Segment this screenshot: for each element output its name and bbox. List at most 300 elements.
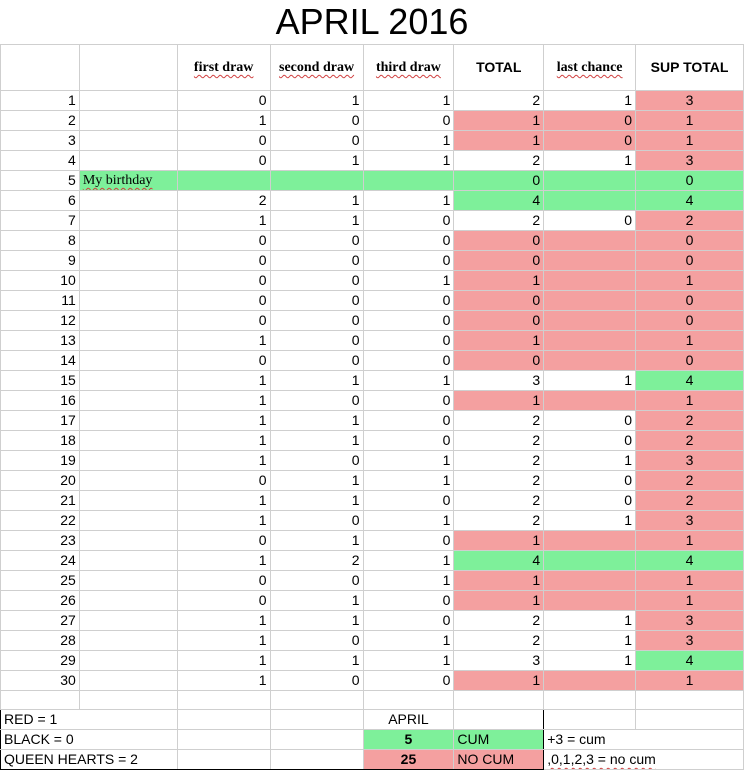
third-draw-cell[interactable]: 0 — [363, 411, 454, 431]
third-draw-cell[interactable]: 1 — [363, 91, 454, 111]
header-cell-day[interactable] — [1, 45, 80, 91]
empty-cell[interactable] — [636, 691, 744, 710]
first-draw-cell[interactable]: 0 — [177, 291, 270, 311]
first-draw-cell[interactable]: 1 — [177, 631, 270, 651]
total-cell[interactable]: 1 — [454, 271, 544, 291]
sup-total-cell[interactable]: 0 — [636, 251, 744, 271]
third-draw-cell[interactable] — [363, 171, 454, 191]
second-draw-cell[interactable]: 0 — [270, 331, 363, 351]
nocum-count[interactable]: 25 — [363, 750, 454, 770]
third-draw-cell[interactable]: 0 — [363, 671, 454, 691]
last-chance-cell[interactable] — [544, 191, 636, 211]
third-draw-cell[interactable]: 1 — [363, 511, 454, 531]
third-draw-cell[interactable]: 1 — [363, 471, 454, 491]
first-draw-cell[interactable]: 0 — [177, 231, 270, 251]
third-draw-cell[interactable]: 1 — [363, 271, 454, 291]
note-cell[interactable] — [79, 351, 177, 371]
third-draw-cell[interactable]: 0 — [363, 311, 454, 331]
total-cell[interactable]: 2 — [454, 211, 544, 231]
second-draw-cell[interactable]: 2 — [270, 551, 363, 571]
table-row — [1, 91, 744, 111]
last-chance-cell[interactable] — [544, 311, 636, 331]
second-draw-cell[interactable]: 0 — [270, 291, 363, 311]
first-draw-cell[interactable]: 0 — [177, 571, 270, 591]
last-chance-cell[interactable] — [544, 671, 636, 691]
day-cell[interactable]: 24 — [1, 551, 80, 571]
third-draw-cell[interactable]: 0 — [363, 351, 454, 371]
table-row — [1, 271, 744, 291]
second-draw-cell[interactable]: 0 — [270, 631, 363, 651]
third-draw-cell[interactable]: 0 — [363, 431, 454, 451]
note-cell[interactable] — [79, 311, 177, 331]
last-chance-cell[interactable]: 1 — [544, 631, 636, 651]
legend-black[interactable]: BLACK = 0 — [1, 730, 178, 750]
day-cell[interactable]: 8 — [1, 231, 80, 251]
spreadsheet-grid — [0, 44, 744, 770]
total-cell[interactable]: 2 — [454, 451, 544, 471]
note-cell[interactable] — [79, 131, 177, 151]
note-cell[interactable] — [79, 511, 177, 531]
sup-total-cell[interactable]: 0 — [636, 231, 744, 251]
third-draw-cell[interactable]: 0 — [363, 531, 454, 551]
first-draw-cell[interactable]: 0 — [177, 251, 270, 271]
third-draw-cell[interactable]: 1 — [363, 451, 454, 471]
last-chance-cell[interactable]: 1 — [544, 651, 636, 671]
note-cell[interactable] — [79, 391, 177, 411]
note-cell[interactable] — [79, 671, 177, 691]
sup-total-cell[interactable]: 0 — [636, 291, 744, 311]
last-chance-cell[interactable]: 1 — [544, 91, 636, 111]
second-draw-cell[interactable]: 1 — [270, 371, 363, 391]
day-cell[interactable]: 30 — [1, 671, 80, 691]
second-draw-cell[interactable]: 0 — [270, 271, 363, 291]
first-draw-cell[interactable]: 1 — [177, 611, 270, 631]
total-cell[interactable]: 1 — [454, 331, 544, 351]
note-cell[interactable] — [79, 271, 177, 291]
first-draw-cell[interactable]: 0 — [177, 591, 270, 611]
sup-total-cell[interactable]: 1 — [636, 111, 744, 131]
sup-total-cell[interactable]: 2 — [636, 411, 744, 431]
total-cell[interactable]: 2 — [454, 471, 544, 491]
last-chance-cell[interactable]: 0 — [544, 491, 636, 511]
last-chance-cell[interactable] — [544, 231, 636, 251]
first-draw-cell[interactable]: 1 — [177, 451, 270, 471]
spacer-row — [1, 691, 744, 710]
total-cell[interactable]: 2 — [454, 151, 544, 171]
last-chance-cell[interactable]: 1 — [544, 511, 636, 531]
first-draw-cell[interactable]: 1 — [177, 651, 270, 671]
day-cell[interactable]: 15 — [1, 371, 80, 391]
table-row — [1, 251, 744, 271]
cum-label[interactable]: CUM — [454, 730, 544, 750]
legend-month[interactable]: APRIL — [363, 710, 454, 730]
note-cell[interactable] — [79, 191, 177, 211]
table-row — [1, 191, 744, 211]
day-cell[interactable]: 27 — [1, 611, 80, 631]
last-chance-cell[interactable] — [544, 171, 636, 191]
total-cell[interactable]: 2 — [454, 431, 544, 451]
third-draw-cell[interactable]: 0 — [363, 591, 454, 611]
sup-total-cell[interactable]: 4 — [636, 371, 744, 391]
note-cell[interactable] — [79, 651, 177, 671]
sup-total-cell[interactable]: 2 — [636, 471, 744, 491]
first-draw-cell[interactable]: 0 — [177, 351, 270, 371]
total-cell[interactable]: 0 — [454, 231, 544, 251]
note-cell[interactable]: My birthday — [79, 171, 177, 191]
last-chance-cell[interactable] — [544, 591, 636, 611]
second-draw-cell[interactable]: 1 — [270, 431, 363, 451]
third-draw-cell[interactable]: 0 — [363, 291, 454, 311]
first-draw-cell[interactable]: 0 — [177, 471, 270, 491]
second-draw-cell[interactable]: 0 — [270, 131, 363, 151]
note-cell[interactable] — [79, 291, 177, 311]
empty-cell[interactable] — [177, 730, 270, 750]
last-chance-cell[interactable]: 1 — [544, 151, 636, 171]
last-chance-cell[interactable]: 1 — [544, 611, 636, 631]
total-cell[interactable]: 3 — [454, 371, 544, 391]
last-chance-cell[interactable] — [544, 551, 636, 571]
third-draw-cell[interactable]: 0 — [363, 231, 454, 251]
header-total[interactable]: TOTAL — [454, 45, 544, 91]
total-cell[interactable]: 2 — [454, 631, 544, 651]
day-cell[interactable]: 11 — [1, 291, 80, 311]
note-cell[interactable] — [79, 111, 177, 131]
first-draw-cell[interactable]: 1 — [177, 411, 270, 431]
second-draw-cell[interactable]: 1 — [270, 531, 363, 551]
last-chance-cell[interactable]: 0 — [544, 431, 636, 451]
day-cell[interactable]: 6 — [1, 191, 80, 211]
total-cell[interactable]: 0 — [454, 171, 544, 191]
day-cell[interactable]: 19 — [1, 451, 80, 471]
second-draw-cell[interactable]: 1 — [270, 491, 363, 511]
second-draw-cell[interactable] — [270, 171, 363, 191]
total-cell[interactable]: 1 — [454, 531, 544, 551]
third-draw-cell[interactable]: 0 — [363, 111, 454, 131]
table-row — [1, 591, 744, 611]
first-draw-cell[interactable]: 0 — [177, 311, 270, 331]
second-draw-cell[interactable]: 1 — [270, 411, 363, 431]
sup-total-cell[interactable]: 1 — [636, 671, 744, 691]
sheet-title: APRIL 2016 — [275, 1, 469, 42]
day-cell[interactable]: 29 — [1, 651, 80, 671]
third-draw-cell[interactable]: 0 — [363, 251, 454, 271]
note-cell[interactable] — [79, 551, 177, 571]
day-cell[interactable]: 25 — [1, 571, 80, 591]
day-cell[interactable]: 1 — [1, 91, 80, 111]
legend-row-3 — [1, 750, 744, 770]
total-cell[interactable]: 1 — [454, 131, 544, 151]
first-draw-cell[interactable]: 1 — [177, 671, 270, 691]
note-cell[interactable] — [79, 331, 177, 351]
note-cell[interactable] — [79, 211, 177, 231]
sup-total-cell[interactable]: 1 — [636, 331, 744, 351]
table-row — [1, 211, 744, 231]
empty-cell[interactable] — [270, 691, 363, 710]
second-draw-cell[interactable]: 0 — [270, 351, 363, 371]
first-draw-cell[interactable]: 1 — [177, 511, 270, 531]
table-row — [1, 671, 744, 691]
sup-total-cell[interactable]: 1 — [636, 531, 744, 551]
third-draw-cell[interactable]: 0 — [363, 611, 454, 631]
second-draw-cell[interactable]: 0 — [270, 111, 363, 131]
header-third-draw[interactable]: third draw — [363, 45, 454, 91]
sup-total-cell[interactable]: 3 — [636, 91, 744, 111]
second-draw-cell[interactable]: 1 — [270, 211, 363, 231]
note-cell[interactable] — [79, 491, 177, 511]
sup-total-cell[interactable]: 3 — [636, 151, 744, 171]
day-cell[interactable]: 12 — [1, 311, 80, 331]
third-draw-cell[interactable]: 1 — [363, 631, 454, 651]
day-cell[interactable]: 4 — [1, 151, 80, 171]
total-cell[interactable]: 1 — [454, 671, 544, 691]
table-row — [1, 131, 744, 151]
day-cell[interactable]: 16 — [1, 391, 80, 411]
header-last-chance[interactable]: last chance — [544, 45, 636, 91]
last-chance-cell[interactable]: 1 — [544, 451, 636, 471]
sup-total-cell[interactable]: 1 — [636, 271, 744, 291]
total-cell[interactable]: 4 — [454, 551, 544, 571]
second-draw-cell[interactable]: 0 — [270, 391, 363, 411]
cum-count[interactable]: 5 — [363, 730, 454, 750]
third-draw-cell[interactable]: 1 — [363, 191, 454, 211]
first-draw-cell[interactable]: 1 — [177, 211, 270, 231]
first-draw-cell[interactable]: 0 — [177, 531, 270, 551]
day-cell[interactable]: 26 — [1, 591, 80, 611]
note-cell[interactable] — [79, 451, 177, 471]
empty-cell[interactable] — [454, 710, 544, 730]
first-draw-cell[interactable]: 1 — [177, 491, 270, 511]
second-draw-cell[interactable]: 1 — [270, 91, 363, 111]
empty-cell[interactable] — [544, 710, 636, 730]
sup-total-cell[interactable]: 1 — [636, 131, 744, 151]
third-draw-cell[interactable]: 1 — [363, 571, 454, 591]
empty-cell[interactable] — [270, 730, 363, 750]
note-cell[interactable] — [79, 371, 177, 391]
day-cell[interactable]: 3 — [1, 131, 80, 151]
day-cell[interactable]: 9 — [1, 251, 80, 271]
header-cell-note[interactable] — [79, 45, 177, 91]
empty-cell[interactable] — [454, 691, 544, 710]
note-cell[interactable] — [79, 471, 177, 491]
first-draw-cell[interactable]: 0 — [177, 151, 270, 171]
header-second-draw[interactable]: second draw — [270, 45, 363, 91]
legend-red[interactable]: RED = 1 — [1, 710, 178, 730]
day-cell[interactable]: 10 — [1, 271, 80, 291]
legend-queen-hearts[interactable]: QUEEN HEARTS = 2 — [1, 750, 178, 770]
second-draw-cell[interactable]: 1 — [270, 471, 363, 491]
legend-row-1 — [1, 710, 744, 730]
second-draw-cell[interactable]: 1 — [270, 191, 363, 211]
note-cell[interactable] — [79, 631, 177, 651]
note-cell[interactable] — [79, 411, 177, 431]
third-draw-cell[interactable]: 1 — [363, 151, 454, 171]
last-chance-cell[interactable] — [544, 271, 636, 291]
sup-total-cell[interactable]: 2 — [636, 211, 744, 231]
sup-total-cell[interactable]: 3 — [636, 631, 744, 651]
sup-total-cell[interactable]: 1 — [636, 571, 744, 591]
third-draw-cell[interactable]: 0 — [363, 491, 454, 511]
table-row — [1, 231, 744, 251]
total-cell[interactable]: 1 — [454, 391, 544, 411]
last-chance-cell[interactable] — [544, 571, 636, 591]
second-draw-cell[interactable]: 1 — [270, 151, 363, 171]
last-chance-cell[interactable] — [544, 531, 636, 551]
third-draw-cell[interactable]: 0 — [363, 211, 454, 231]
first-draw-cell[interactable]: 0 — [177, 271, 270, 291]
first-draw-cell[interactable]: 1 — [177, 111, 270, 131]
total-cell[interactable]: 0 — [454, 311, 544, 331]
total-cell[interactable]: 2 — [454, 611, 544, 631]
last-chance-cell[interactable]: 0 — [544, 131, 636, 151]
last-chance-cell[interactable]: 1 — [544, 371, 636, 391]
sup-total-cell[interactable]: 0 — [636, 311, 744, 331]
note-cell[interactable] — [79, 251, 177, 271]
third-draw-cell[interactable]: 1 — [363, 551, 454, 571]
second-draw-cell[interactable]: 0 — [270, 451, 363, 471]
third-draw-cell[interactable]: 1 — [363, 371, 454, 391]
last-chance-cell[interactable]: 0 — [544, 111, 636, 131]
second-draw-cell[interactable]: 0 — [270, 671, 363, 691]
last-chance-cell[interactable]: 0 — [544, 211, 636, 231]
third-draw-cell[interactable]: 0 — [363, 391, 454, 411]
total-cell[interactable]: 2 — [454, 491, 544, 511]
day-cell[interactable]: 14 — [1, 351, 80, 371]
empty-cell[interactable] — [270, 750, 363, 770]
header-row — [1, 45, 744, 91]
last-chance-cell[interactable]: 0 — [544, 411, 636, 431]
empty-cell[interactable] — [177, 691, 270, 710]
note-cell[interactable] — [79, 571, 177, 591]
second-draw-cell[interactable]: 0 — [270, 231, 363, 251]
total-cell[interactable]: 1 — [454, 571, 544, 591]
day-cell[interactable]: 17 — [1, 411, 80, 431]
table-row — [1, 571, 744, 591]
first-draw-cell[interactable]: 1 — [177, 331, 270, 351]
table-row — [1, 531, 744, 551]
last-chance-cell[interactable] — [544, 351, 636, 371]
day-cell[interactable]: 2 — [1, 111, 80, 131]
empty-cell[interactable] — [177, 750, 270, 770]
legend-row-2 — [1, 730, 744, 750]
empty-cell[interactable] — [544, 691, 636, 710]
second-draw-cell[interactable]: 0 — [270, 251, 363, 271]
total-cell[interactable]: 1 — [454, 591, 544, 611]
total-cell[interactable]: 1 — [454, 111, 544, 131]
day-cell[interactable]: 28 — [1, 631, 80, 651]
note-cell[interactable] — [79, 611, 177, 631]
note-cell[interactable] — [79, 231, 177, 251]
note-cell[interactable] — [79, 151, 177, 171]
sup-total-cell[interactable]: 4 — [636, 651, 744, 671]
first-draw-cell[interactable]: 2 — [177, 191, 270, 211]
first-draw-cell[interactable]: 1 — [177, 391, 270, 411]
nocum-label[interactable]: NO CUM — [454, 750, 544, 770]
table-row — [1, 431, 744, 451]
nocum-rule[interactable]: ,0,1,2,3 = no cum — [544, 750, 744, 770]
first-draw-cell[interactable]: 1 — [177, 551, 270, 571]
note-cell[interactable] — [79, 591, 177, 611]
empty-cell[interactable] — [270, 710, 363, 730]
second-draw-cell[interactable]: 1 — [270, 591, 363, 611]
total-cell[interactable]: 0 — [454, 251, 544, 271]
sup-total-cell[interactable]: 3 — [636, 511, 744, 531]
day-cell[interactable]: 7 — [1, 211, 80, 231]
total-cell[interactable]: 3 — [454, 651, 544, 671]
table-row — [1, 371, 744, 391]
sup-total-cell[interactable]: 3 — [636, 611, 744, 631]
total-cell[interactable]: 2 — [454, 411, 544, 431]
first-draw-cell[interactable]: 0 — [177, 91, 270, 111]
cum-rule[interactable]: +3 = cum — [544, 730, 744, 750]
sup-total-cell[interactable]: 0 — [636, 351, 744, 371]
total-cell[interactable]: 2 — [454, 511, 544, 531]
second-draw-cell[interactable]: 0 — [270, 311, 363, 331]
second-draw-cell[interactable]: 0 — [270, 571, 363, 591]
sup-total-cell[interactable]: 1 — [636, 591, 744, 611]
third-draw-cell[interactable]: 1 — [363, 651, 454, 671]
table-row — [1, 411, 744, 431]
table-row — [1, 651, 744, 671]
note-cell[interactable] — [79, 531, 177, 551]
day-cell[interactable]: 20 — [1, 471, 80, 491]
total-cell[interactable]: 0 — [454, 351, 544, 371]
third-draw-cell[interactable]: 0 — [363, 331, 454, 351]
first-draw-cell[interactable] — [177, 171, 270, 191]
sup-total-cell[interactable]: 4 — [636, 551, 744, 571]
empty-cell[interactable] — [636, 710, 744, 730]
second-draw-cell[interactable]: 0 — [270, 511, 363, 531]
sup-total-cell[interactable]: 2 — [636, 431, 744, 451]
last-chance-cell[interactable] — [544, 291, 636, 311]
first-draw-cell[interactable]: 1 — [177, 431, 270, 451]
header-first-draw[interactable]: first draw — [177, 45, 270, 91]
day-cell[interactable]: 23 — [1, 531, 80, 551]
first-draw-cell[interactable]: 0 — [177, 131, 270, 151]
last-chance-cell[interactable] — [544, 251, 636, 271]
day-cell[interactable]: 18 — [1, 431, 80, 451]
day-cell[interactable]: 22 — [1, 511, 80, 531]
sup-total-cell[interactable]: 3 — [636, 451, 744, 471]
empty-cell[interactable] — [177, 710, 270, 730]
last-chance-cell[interactable]: 0 — [544, 471, 636, 491]
empty-cell[interactable] — [79, 691, 177, 710]
note-cell[interactable] — [79, 431, 177, 451]
total-cell[interactable]: 2 — [454, 91, 544, 111]
sup-total-cell[interactable]: 0 — [636, 171, 744, 191]
third-draw-cell[interactable]: 1 — [363, 131, 454, 151]
last-chance-cell[interactable] — [544, 331, 636, 351]
empty-cell[interactable] — [363, 691, 454, 710]
table-row — [1, 551, 744, 571]
note-cell[interactable] — [79, 91, 177, 111]
last-chance-cell[interactable] — [544, 391, 636, 411]
total-cell[interactable]: 4 — [454, 191, 544, 211]
header-sup-total[interactable]: SUP TOTAL — [636, 45, 744, 91]
day-cell[interactable]: 5 — [1, 171, 80, 191]
total-cell[interactable]: 0 — [454, 291, 544, 311]
second-draw-cell[interactable]: 1 — [270, 651, 363, 671]
sup-total-cell[interactable]: 4 — [636, 191, 744, 211]
table-row — [1, 391, 744, 411]
table-row — [1, 471, 744, 491]
day-cell[interactable]: 21 — [1, 491, 80, 511]
day-cell[interactable]: 13 — [1, 331, 80, 351]
empty-cell[interactable] — [1, 691, 80, 710]
sup-total-cell[interactable]: 2 — [636, 491, 744, 511]
second-draw-cell[interactable]: 1 — [270, 611, 363, 631]
first-draw-cell[interactable]: 1 — [177, 371, 270, 391]
sup-total-cell[interactable]: 1 — [636, 391, 744, 411]
